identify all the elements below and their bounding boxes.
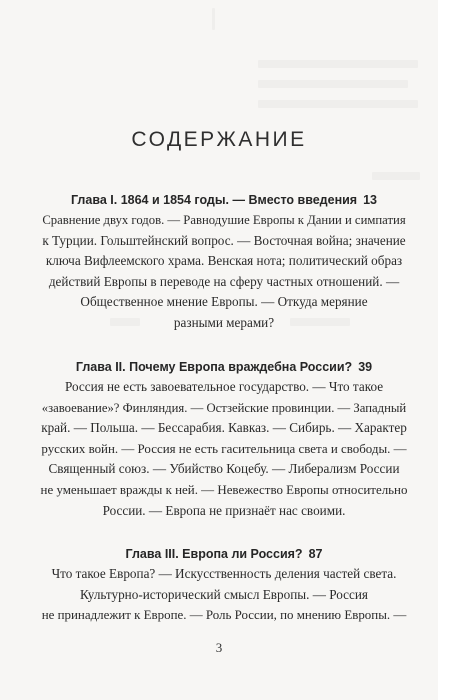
- chapter-page-number: 39: [358, 360, 373, 374]
- toc-entry-chapter-2: [40, 357, 408, 521]
- chapter-page-number: 87: [308, 547, 323, 561]
- chapter-summary-line: не принадлежит к Европе. — Роль России, по мнению Европы. —: [41, 607, 407, 623]
- chapter-summary-line: разными мерами?: [173, 314, 275, 330]
- show-through-mark: [258, 60, 418, 68]
- chapter-summary-line: не уменьшает вражды к ней. — Невежество Европы относительно: [40, 481, 408, 497]
- chapter-summary-line: Россия не есть завоевательное государство. — Что такое: [64, 379, 384, 394]
- chapter-summary-line: России. — Европа не признаёт нас своими.: [102, 502, 346, 518]
- page-edge: [438, 0, 450, 700]
- toc-entry-chapter-1: [40, 190, 408, 334]
- show-through-mark: [258, 80, 408, 88]
- chapter-summary-line: Культурно-исторический смысл Европы. — Россия: [80, 586, 368, 602]
- chapter-heading: [40, 190, 408, 210]
- chapter-title: Глава I. 1864 и 1854 годы. — Вместо введения: [70, 193, 358, 207]
- chapter-summary-line: Сравнение двух годов. — Равнодушие Европы к Дании и симпатия: [42, 213, 406, 227]
- chapter-heading: [40, 357, 408, 377]
- page-title: СОДЕРЖАНИЕ: [131, 128, 307, 151]
- show-through-mark: [212, 8, 215, 30]
- chapter-summary-line: «завоевание»? Финляндия. — Остзейские провинции. — Западный: [41, 400, 407, 415]
- chapter-heading: [40, 544, 408, 564]
- chapter-summary-line: Общественное мнение Европы. — Откуда меряние: [80, 294, 368, 310]
- show-through-mark: [258, 100, 418, 108]
- chapter-summary-line: действий Европы в переводе на сферу частных отношений. —: [48, 273, 400, 289]
- chapter-summary-line: Священный союз. — Убийство Коцебу. — Либерализм России: [48, 461, 400, 477]
- show-through-mark: [372, 172, 420, 180]
- page-number: 3: [215, 640, 223, 655]
- chapter-summary-line: край. — Польша. — Бессарабия. Кавказ. — Сибирь. — Характер: [41, 420, 407, 436]
- chapter-page-number: 13: [363, 193, 378, 207]
- chapter-title: Глава III. Европа ли Россия?: [125, 547, 303, 561]
- chapter-summary-line: ключа Вифлеемского храма. Венская нота; политический образ: [45, 253, 403, 269]
- chapter-summary-line: к Турции. Гольштейнский вопрос. — Восточная война; значение: [42, 232, 406, 248]
- chapter-summary-line: Что такое Европа? — Искусственность деления частей света.: [51, 566, 397, 581]
- toc-entry-chapter-3: [40, 544, 408, 626]
- chapter-summary-line: русских войн. — Россия не есть гасительница света и свободы. —: [41, 440, 407, 456]
- chapter-title: Глава II. Почему Европа враждебна России?: [75, 360, 353, 374]
